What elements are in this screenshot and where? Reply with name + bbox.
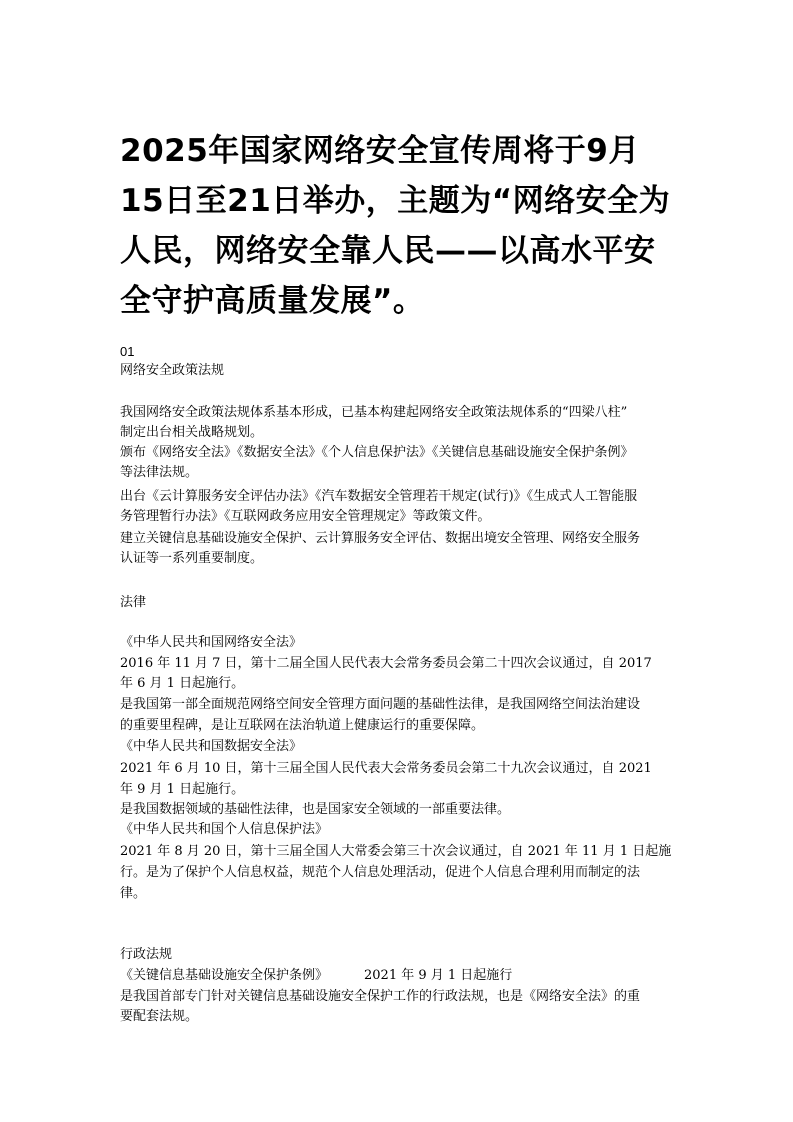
law-1-date-line-1: 2016 年 11 月 7 日，第十二届全国人民代表大会常务委员会第二十四次会议通过，自 2017 (120, 656, 652, 671)
law-1-name: 《中华人民共和国网络安全法》 (120, 635, 303, 650)
intro-line-7: 建立关键信息基础设施安全保护、云计算服务安全评估、数据出境安全管理、网络安全服务 (120, 531, 641, 546)
intro-line-6: 务管理暂行办法》《互联网政务应用安全管理规定》等政策文件。 (120, 509, 491, 524)
intro-line-3: 颁布《网络安全法》《数据安全法》《个人信息保护法》《关键信息基础设施安全保护条例》 (120, 445, 634, 460)
law-2-date-line-2: 年 9 月 1 日起施行。 (120, 782, 245, 797)
law-3-line-2: 行。是为了保护个人信息权益，规范个人信息处理活动，促进个人信息合理利用而制定的法 (120, 865, 641, 880)
intro-line-8: 认证等一系列重要制度。 (120, 551, 264, 566)
section-number: 01 (120, 344, 135, 359)
regulation-1-desc-line-2: 要配套法规。 (120, 1009, 199, 1024)
laws-heading: 法律 (120, 595, 147, 610)
law-1-desc-line-1: 是我国第一部全面规范网络空间安全管理方面问题的基础性法律，是我国网络空间法治建设 (120, 697, 641, 712)
page-title: 2025年国家网络安全宣传周将于9月15日至21日举办，主题为“网络安全为人民，网络安全靠人民——以高水平安全守护高质量发展”。 (120, 133, 671, 319)
law-3-line-3: 律。 (120, 886, 147, 901)
intro-line-4: 等法律法规。 (120, 465, 199, 480)
regulation-1-desc-line-1: 是我国首部专门针对关键信息基础设施安全保护工作的行政法规，也是《网络安全法》的重 (120, 989, 641, 1004)
section-title: 网络安全政策法规 (120, 363, 225, 378)
law-3-line-1: 2021 年 8 月 20 日，第十三届全国人大常委会第三十次会议通过，自 2021 年 11 月 1 日起施 (120, 844, 672, 859)
law-1-desc-line-2: 的重要里程碑，是让互联网在法治轨道上健康运行的重要保障。 (120, 718, 485, 733)
intro-line-5: 出台《云计算服务安全评估办法》《汽车数据安全管理若干规定(试行)》《生成式人工智能服 (120, 489, 638, 504)
regulation-1-date: 2021 年 9 月 1 日起施行 (364, 968, 513, 983)
law-2-desc: 是我国数据领域的基础性法律，也是国家安全领域的一部重要法律。 (120, 802, 511, 817)
law-2-name: 《中华人民共和国数据安全法》 (120, 739, 303, 754)
regulation-1-name: 《关键信息基础设施安全保护条例》 (120, 968, 329, 983)
regulation-1-row (120, 967, 512, 985)
law-2-date-line-1: 2021 年 6 月 10 日，第十三届全国人民代表大会常务委员会第二十九次会议通过，自 2021 (120, 761, 652, 776)
intro-line-2: 制定出台相关战略规划。 (120, 425, 264, 440)
intro-line-1: 我国网络安全政策法规体系基本形成，已基本构建起网络安全政策法规体系的“四梁八柱” (120, 405, 628, 420)
law-1-date-line-2: 年 6 月 1 日起施行。 (120, 676, 245, 691)
law-3-name: 《中华人民共和国个人信息保护法》 (120, 822, 329, 837)
regulations-heading: 行政法规 (120, 947, 173, 962)
